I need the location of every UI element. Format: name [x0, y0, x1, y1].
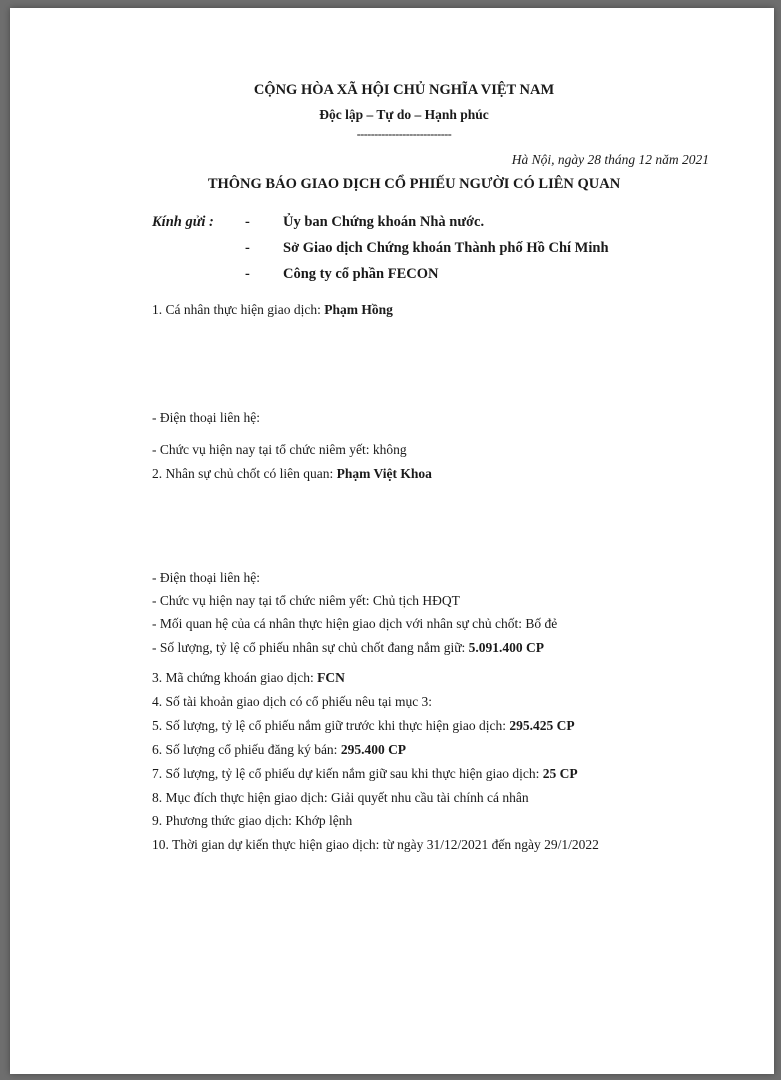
- addressee-label: Kính gửi :: [152, 214, 214, 230]
- recipient-item: [245, 240, 609, 257]
- section2-value: Phạm Việt Khoa: [336, 466, 432, 481]
- section2-holding-label: - Số lượng, tỷ lệ cổ phiếu nhân sự chủ chốt đang nắm giữ:: [152, 640, 469, 655]
- section1-label: 1. Cá nhân thực hiện giao dịch:: [152, 302, 325, 317]
- item-5-label: 5. Số lượng, tỷ lệ cổ phiếu nắm giữ trước khi thực hiện giao dịch:: [152, 718, 510, 733]
- item-6-value: 295.400 CP: [340, 742, 407, 757]
- date-line: Hà Nội, ngày 28 tháng 12 năm 2021: [511, 152, 709, 167]
- section2-label: 2. Nhân sự chủ chốt có liên quan:: [152, 466, 337, 481]
- item-10: 10. Thời gian dự kiến thực hiện giao dịch: từ ngày 31/12/2021 đến ngày 29/1/2022: [152, 837, 599, 852]
- section1-position: - Chức vụ hiện nay tại tổ chức niêm yết: không: [152, 442, 407, 457]
- recipient-dash: -: [245, 266, 250, 282]
- section1-phone: - Điện thoại liên hệ:: [152, 410, 260, 425]
- header-divider: ---------------------------: [356, 127, 452, 141]
- section2-phone: - Điện thoại liên hệ:: [152, 570, 260, 585]
- section1-trader: [152, 302, 393, 318]
- item-7: [152, 766, 578, 782]
- item-3-label: 3. Mã chứng khoán giao dịch:: [152, 670, 318, 685]
- recipient-name: Sở Giao dịch Chứng khoán Thành phố Hồ Chí Minh: [283, 240, 609, 256]
- item-8: 8. Mục đích thực hiện giao dịch: Giải quyết nhu cầu tài chính cá nhân: [152, 790, 529, 805]
- item-3: [152, 670, 345, 686]
- country-header: CỘNG HÒA XÃ HỘI CHỦ NGHĨA VIỆT NAM: [253, 82, 555, 98]
- item-5-value: 295.425 CP: [509, 718, 575, 733]
- item-6-label: 6. Số lượng cổ phiếu đăng ký bán:: [152, 742, 341, 757]
- section2-relation: - Mối quan hệ của cá nhân thực hiện giao dịch với nhân sự chủ chốt: Bố đẻ: [152, 616, 558, 631]
- motto: Độc lập – Tự do – Hạnh phúc: [319, 107, 489, 122]
- item-3-value: FCN: [317, 670, 345, 685]
- recipient-item: [245, 214, 484, 231]
- section2-key-person: [152, 466, 432, 482]
- item-9: 9. Phương thức giao dịch: Khớp lệnh: [152, 813, 353, 828]
- recipient-dash: -: [245, 240, 250, 256]
- addressee-label-row: [152, 214, 214, 231]
- item-4: 4. Số tài khoản giao dịch có cổ phiếu nêu tại mục 3:: [152, 694, 433, 709]
- item-6: [152, 742, 406, 758]
- item-7-value: 25 CP: [542, 766, 578, 781]
- section2-holding: [152, 640, 544, 656]
- recipient-dash: -: [245, 214, 250, 230]
- document-title: THÔNG BÁO GIAO DỊCH CỔ PHIẾU NGƯỜI CÓ LIÊN QUAN: [207, 176, 621, 192]
- item-7-label: 7. Số lượng, tỷ lệ cổ phiếu dự kiến nắm giữ sau khi thực hiện giao dịch:: [152, 766, 543, 781]
- section1-value: Phạm Hồng: [324, 302, 393, 317]
- recipient-item: [245, 266, 439, 283]
- section2-holding-value: 5.091.400 CP: [468, 640, 545, 655]
- recipient-name: Ủy ban Chứng khoán Nhà nước.: [283, 214, 485, 230]
- recipient-name: Công ty cổ phần FECON: [283, 266, 439, 282]
- section2-position: - Chức vụ hiện nay tại tổ chức niêm yết: Chủ tịch HĐQT: [152, 593, 460, 608]
- item-5: [152, 718, 575, 734]
